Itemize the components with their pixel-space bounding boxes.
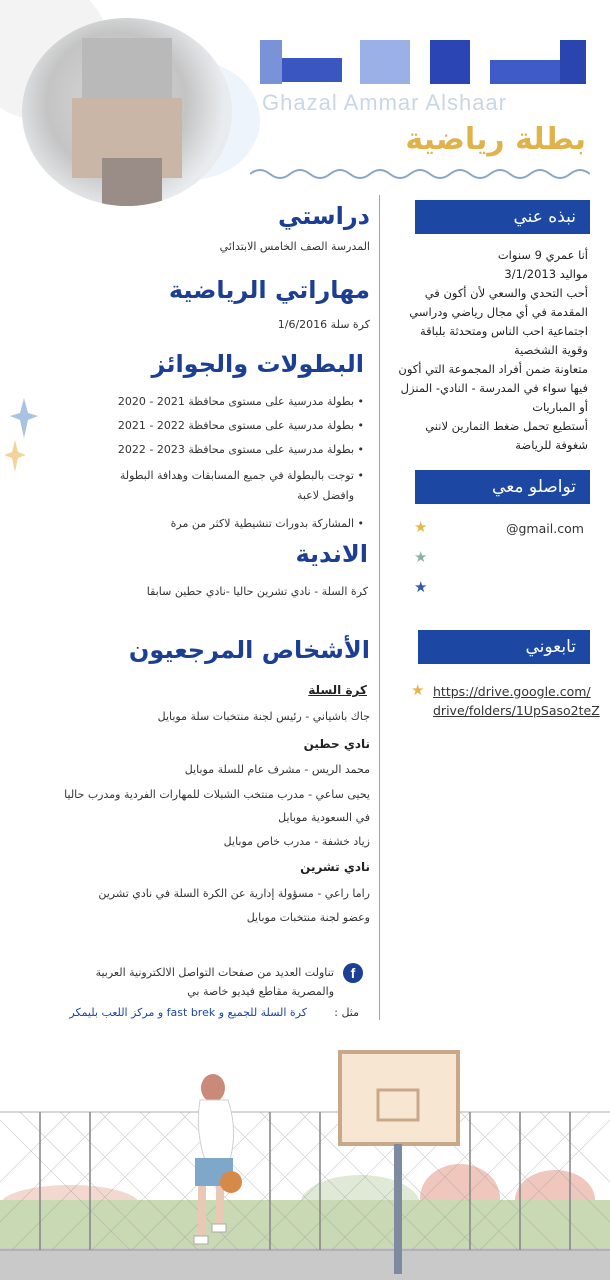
email-text[interactable]: @gmail.com — [506, 521, 584, 536]
star-icon: ★ — [411, 681, 425, 699]
hittin-heading: نادي حطين — [303, 737, 370, 751]
awards-list — [84, 390, 364, 536]
drive-link-line[interactable]: drive/folders/1UpSaso2teZ — [433, 703, 600, 718]
award-item: • توجت بالبطولة في جميع المسابقات وهدافة البطولة — [119, 469, 364, 482]
references-title: الأشخاص المرجعيون — [128, 636, 370, 664]
about-line: المقدمة في أي مجال رياضي ودراسي — [409, 305, 588, 319]
basketball-court-illustration — [0, 1040, 610, 1280]
about-heading: نبذه عني — [415, 200, 590, 234]
drive-link[interactable] — [433, 682, 600, 720]
skills-title: مهاراتي الرياضية — [168, 276, 370, 304]
follow-heading: تابعوني — [418, 630, 590, 664]
star-icon — [4, 440, 26, 472]
skills-line: كرة سلة 1/6/2016 — [277, 318, 370, 331]
about-text — [378, 246, 588, 455]
reference-line: محمد الريس - مشرف عام للسلة موبايل — [184, 763, 370, 776]
reference-line: راما راعي - مسؤولة إدارية عن الكرة السلة في نادي تشرين — [98, 887, 370, 900]
bullet-icon: • — [354, 517, 364, 530]
clubs-title: الاندية — [295, 540, 368, 568]
about-line: أستطيع تحمل ضغط التمارين لانني — [425, 419, 588, 433]
court-scene — [0, 1040, 610, 1280]
social-line: والمصرية مقاطع فيديو خاصة بي — [187, 985, 334, 998]
about-line: متعاونة ضمن أفراد المجموعة التي أكون — [398, 362, 588, 376]
reference-line: يحيى ساعي - مدرب منتخب الشبلات للمهارات الفردية ومدرب حاليا — [64, 788, 370, 801]
bullet-icon: • — [354, 469, 364, 482]
drive-link-line[interactable]: https://drive.google.com/ — [433, 684, 591, 699]
award-item-cont: وافضل لاعبة — [296, 489, 354, 502]
education-title: دراستي — [277, 202, 370, 230]
facebook-icon: f — [343, 963, 363, 983]
reference-line: جاك باشياني - رئيس لجنة منتخبات سلة موبايل — [157, 710, 370, 723]
about-line: فيها سواء في المدرسة - النادي- المنزل — [400, 381, 588, 395]
about-line: اجتماعية احب الناس ومتحدثة بلباقة — [419, 324, 588, 338]
award-item: • بطولة مدرسية على مستوى محافظة 2022 - 2021 — [117, 419, 364, 432]
reference-line: في السعودية موبايل — [278, 811, 370, 824]
clubs-line: كرة السلة - نادي تشرين حاليا -نادي حطين سابقا — [146, 585, 368, 598]
star-icon — [10, 398, 38, 438]
tishreen-heading: نادي تشرين — [300, 860, 370, 874]
bullet-icon: • — [354, 419, 364, 432]
about-line: وقوية الشخصية — [513, 343, 588, 357]
about-line: أنا عمري 9 سنوات — [497, 248, 588, 262]
profile-photo — [22, 18, 232, 206]
reference-line: زياد خشفة - مدرب خاص موبايل — [223, 835, 370, 848]
star-icon: ★ — [414, 518, 428, 536]
award-item: • بطولة مدرسية على مستوى محافظة 2023 - 2022 — [117, 443, 364, 456]
about-line: أو المباريات — [532, 400, 588, 414]
contact-heading: تواصلو معي — [415, 470, 590, 504]
name-redacted — [260, 40, 590, 84]
award-item: • بطولة مدرسية على مستوى محافظة 2021 - 2020 — [117, 395, 364, 408]
awards-title: البطولات والجوائز — [151, 350, 364, 378]
about-line: أحب التحدي والسعي لأن أكون في — [424, 286, 588, 300]
social-example-links[interactable]: كرة السلة للجميع و fast brek و مركز اللعب بليمكر — [69, 1006, 307, 1019]
star-icon: ★ — [414, 548, 428, 566]
about-line: مواليد 3/1/2013 — [504, 267, 588, 281]
education-line: المدرسة الصف الخامس الابتدائي — [219, 240, 370, 253]
social-example-label: مثل : — [334, 1006, 359, 1019]
award-item: • المشاركة بدورات تنشيطية لاكثر من مرة — [170, 517, 364, 530]
reference-line: وعضو لجنة منتخبات موبايل — [246, 911, 370, 924]
name-latin: Ghazal Ammar Alshaar — [262, 90, 507, 115]
basketball-heading: كرة السلة — [308, 683, 367, 697]
about-line: شغوفة للرياضة — [515, 438, 588, 452]
bullet-icon: • — [354, 443, 364, 456]
subtitle: بطلة رياضية — [405, 122, 586, 157]
wave-divider — [250, 164, 590, 184]
social-line: تناولت العديد من صفحات التواصل الالكترونية العربية — [95, 966, 334, 979]
bullet-icon: • — [354, 395, 364, 408]
star-icon: ★ — [414, 578, 428, 596]
